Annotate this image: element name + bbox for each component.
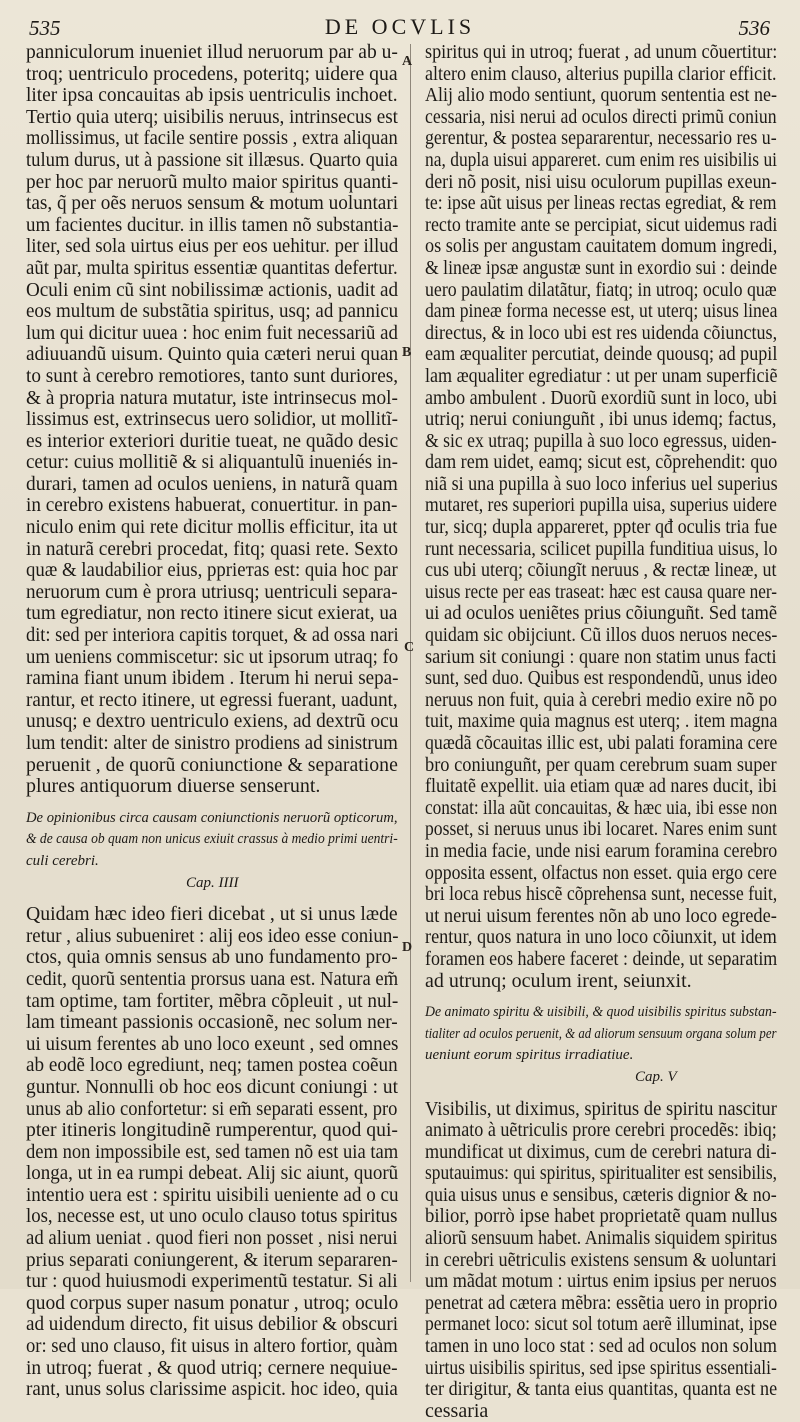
text-line: ad alium ueniat . quod fieri non posset , nisi nerui xyxy=(26,1227,398,1250)
text-line: ut nerui uisum ferentes nõn ab uno loco egrede- xyxy=(425,904,777,927)
text-line: & lineæ ipsæ angustæ sunt in exordio sui : deinde xyxy=(425,256,778,279)
text-line: Visibilis, ut diximus, spiritus de spiritu nascitur xyxy=(425,1097,777,1120)
text-line: utriq; nerui coniunguñt , ibi unus idemq; factus, xyxy=(425,408,777,431)
text-line: to sunt à cerebro remotiores, tanto sunt duriores, xyxy=(26,364,399,387)
text-line: rantur, et recto itinere, ut egressi fuerant, uadunt, xyxy=(26,688,398,711)
text-line: in utroq; fuerat , & quod utriq; cernere nequiue- xyxy=(26,1356,398,1379)
text-line: uisus recte per eas traseat: hæc est causa quare ner- xyxy=(425,580,778,603)
chapter-heading-line: & de causa ob quam non unicus exiuit crassus à medio primi uentri- xyxy=(26,831,398,848)
text-line: troq; uentriculo procedens, poteritq; uidere qua xyxy=(26,62,398,85)
text-line: cetur: cuius mollitiẽ & si aliquantulũ inueniés in- xyxy=(26,451,398,474)
text-line: tamen in uno loco stat : sed ad oculos non solum xyxy=(425,1335,777,1358)
text-line: prius separati coniungerent, & iterum separaren- xyxy=(26,1248,398,1271)
text-line: quæ & laudabilior eius, ppriетas est: quia hoc par xyxy=(26,559,398,582)
text-line: tur, sicq; dupla appareret, ppter qđ oculis tria fue xyxy=(425,516,778,539)
text-line: liter ipsa concauitas ab ipsis uentriculis inchoet. xyxy=(26,84,398,107)
text-line: lam æqualiter egrediatur : ut per unam superficiẽ xyxy=(425,364,778,387)
text-line: quod corpus super nasum ponatur , utroq; oculo xyxy=(26,1291,399,1314)
text-line: foramen eos habere faceret : deinde, ut separatim xyxy=(425,947,778,970)
text-line: dam rem uidet, eamq; sicut est, cõprehendit: quo xyxy=(425,451,778,474)
text-line: rant, unus solus clarissime aspicit. hoc ideo, quia xyxy=(26,1378,398,1401)
text-line: niã si una pupilla à suo loco inferius uel superius xyxy=(425,472,778,495)
text-line: quædã cõcauitas illic est, ubi palati foramina cere xyxy=(425,732,778,754)
running-head: DE OCVLIS xyxy=(324,14,476,39)
text-line: cessaria xyxy=(425,1399,489,1422)
text-line: os solis per angustam cauitatem domum ingredi, xyxy=(425,235,778,258)
margin-letter-c: C xyxy=(404,640,415,655)
text-line: um ueniens commiscetur: sic ut ipsorum utraq; fo xyxy=(26,645,399,668)
text-line: permanet loco: sicut sol totum aerẽ illuminat, ipse xyxy=(425,1313,777,1336)
text-line: animato à uẽtriculis prore cerebri procedẽs: ibiq; xyxy=(425,1119,777,1142)
text-line: tur : quod huiusmodi experimentũ testatur. Si ali xyxy=(26,1270,398,1293)
text-line: ui ad oculos ueniẽtes prius cõiunguñt. Sed tamẽ xyxy=(425,602,778,625)
text-line: neruorum cum è prora utriusq; uentriculi separa- xyxy=(26,580,398,603)
text-line: ter dirigitur, & tanta eius quantitas, quanta est ne xyxy=(425,1378,778,1401)
text-line: aliorũ sensuum habet. Animalis siquidem spiritus xyxy=(425,1227,778,1250)
text-line: tuit, maxime quia magnus est uterq; . item magna xyxy=(425,710,778,733)
text-line: ambo ambulent . Duorũ exordiũ sunt in loco, ubi xyxy=(425,386,778,409)
text-line: recto tramite ante se percipiat, sicut uidemus radi xyxy=(425,213,778,236)
text-line: cus ubi uterq; cõiungĩt neruus , & rectæ lineæ, ut xyxy=(425,559,777,582)
text-line: panniculorum inueniet illud neruorum par ab u- xyxy=(26,41,398,63)
text-line: peruenit , de quorũ coniunctione & separatione xyxy=(26,753,398,776)
text-line: deri nõ posit, nisi uisu oculorum pupillas exeun- xyxy=(425,170,777,193)
text-line: dam pineæ forma necesse est, ut uterq; uisus linea xyxy=(425,300,778,323)
text-line: aũt par, multa spiritus essentiæ quantitas defertur. xyxy=(26,256,398,279)
chapter-heading-line: De opinionibus circa causam coniunctionis neruorũ opticorum, xyxy=(26,809,398,826)
text-line: cessaria, nisi nerui ad oculos directi primũ coniun xyxy=(425,105,777,128)
text-line: unusq; e dextro uentriculo exiens, ad dextrũ ocu xyxy=(26,710,399,733)
text-line: tulum durus, ut à passione sit illæsus. Quarto quia xyxy=(26,148,398,171)
text-line: cedit, quorũ sententia prorsus uana est. Natura em̃ xyxy=(26,967,399,990)
text-line: spiritus qui in utroq; fuerat , ad unum cõuertitur: xyxy=(425,41,778,63)
right-text-column xyxy=(425,41,778,1422)
text-line: te: ipse aũt uisus per lineas rectas egrediat, & rem xyxy=(425,192,777,215)
text-line: quidam sic obijciunt. Cũ illos duos neruos neces- xyxy=(425,624,778,647)
text-line: Oculi enim cũ sint nobilissimæ actionis, uadit ad xyxy=(26,278,399,301)
text-line: uirtus uisibilis spiritus, sed ipse spiritus essentiali- xyxy=(425,1356,777,1379)
text-line: in media facie, unde nisi earum foramina cerebro xyxy=(425,839,778,862)
page-number-right: 536 xyxy=(738,16,770,40)
text-line: mutaret, res superiori pupilla uisa, superius uidere xyxy=(425,494,777,517)
text-line: penetrat ad cætera mẽbra: essẽtia uero in proprio xyxy=(425,1291,778,1314)
text-line: sunt, sed duo. Quibus est respondendũ, unus ideo xyxy=(425,667,778,690)
text-line: directus, & in loco ubi est res uidenda cõiunctus, xyxy=(425,321,778,344)
text-line: tas, q̃ per oẽs neruos sensum & motum uoluntari xyxy=(26,192,399,215)
text-line: um mãdat motum : uirtus enim ipsius per neruos xyxy=(425,1270,777,1293)
text-line: & à propria natura mutatur, iste intrinsecus mol- xyxy=(26,386,398,409)
text-line: Quidam hæc ideo fieri dicebat , ut si unus læde xyxy=(26,903,398,926)
chapter-number: Cap. IIII xyxy=(186,874,239,891)
text-line: quia uisus unus e sensibus, cæteris dignior & no- xyxy=(425,1183,777,1206)
text-line: tam optime, tam fortiter, mẽbra cõpleuit , ut nul- xyxy=(26,989,399,1012)
chapter-heading-line: ueniunt eorum spiritus irradiatiue. xyxy=(425,1047,634,1064)
text-line: in cerebro existens habuerat, conuertitur. in pan- xyxy=(26,494,398,517)
column-divider xyxy=(410,44,411,1282)
text-line: liter, sed sola uirtus eius per eos uehitur. per illud xyxy=(26,235,399,258)
text-line: lum qui dicitur uuea : hoc enim fuit necessariũ ad xyxy=(26,321,398,344)
text-line: sputauimus: qui spiritus, spiritualiter est sensibilis, xyxy=(425,1162,777,1185)
text-line: tum egrediatur, non recto itinere sicut exierat, ua xyxy=(26,602,398,625)
text-line: per hoc par neruorũ multo maior spiritus quanti- xyxy=(26,170,399,193)
text-line: rentur, quos natura in uno loco cõiunxit, ut idem xyxy=(425,926,777,949)
text-line: eos multum de substãtia spiritus, usq; ad pannicu xyxy=(26,300,399,323)
text-line: dem non impossibile est, sed tamen nõ est uia tam xyxy=(26,1140,399,1163)
text-line: altero enim clauso, alterius pupilla clarior efficit. xyxy=(425,62,777,85)
text-line: bri loca rebus hiscẽ cõprehensa sunt, necesse fuit, xyxy=(425,883,778,906)
text-line: los, necesse est, ut uno oculo clauso totus spiritus xyxy=(26,1205,398,1228)
text-line: posset, si neruus unus ibi locaret. Nares enim sunt xyxy=(425,818,777,841)
text-line: opposita essent, olfactus non esset. quia ergo cere xyxy=(425,861,777,884)
text-line: runt necessaria, scilicet pupilla funditiua uisus, lo xyxy=(425,537,778,560)
text-line: mundificat ut diximus, cum de cerebri natura di- xyxy=(425,1140,777,1163)
text-line: intentio uera est : spiritu uisibili ueniente ad o cu xyxy=(26,1183,399,1206)
left-text-column xyxy=(26,41,399,1401)
text-line: lam timeant passionis occasionẽ, nec solum ner- xyxy=(26,1011,398,1034)
text-line: ad uidendum directo, fit uisus debilior & obscuri xyxy=(26,1313,399,1336)
text-line: uero paulatim dilatãtur, fiatq; in utroq; oculo quæ xyxy=(425,278,777,301)
text-line: ramina fiant unum ibidem . Iterum hi nerui sepa- xyxy=(26,667,399,690)
margin-letter-b: B xyxy=(402,345,412,360)
text-line: pter itineris longitudinẽ rumperentur, quod qui- xyxy=(26,1119,398,1142)
section-gap xyxy=(425,992,777,1002)
text-line: fluitatẽ expellit. uia etiam quæ ad nares ducit, ibi xyxy=(425,775,777,798)
text-line: & sic ex utraq; pupilla à suo loco egressus, uiden- xyxy=(425,429,777,452)
text-line: bilior, porrò ipse habet proprietatẽ quam nullus xyxy=(425,1205,778,1228)
text-line: guntur. Nonnulli ob hoc eos dicunt coniungi : ut xyxy=(26,1075,398,1098)
text-line: ui uisum ferentes ab uno loco exeunt , sed omnes xyxy=(26,1032,399,1055)
chapter-heading-line: culi cerebri. xyxy=(26,852,99,869)
text-line: plures antiquorum diuerse senserunt. xyxy=(26,775,321,798)
chapter-heading-line: De animato spiritu & uisibili, & quod uisibilis spiritus substan- xyxy=(425,1004,777,1021)
text-line: niculo enim qui rete dicitur mollis efficitur, ita ut xyxy=(26,516,398,539)
chapter-number: Cap. V xyxy=(635,1068,677,1085)
text-line: dit: sed per interiora capitis torquet, & ad ossa nari xyxy=(26,624,399,647)
text-line: neruus non fuit, quia à cerebri medio exire nõ po xyxy=(425,688,778,711)
text-line: eam æqualiter percutiat, deinde quousq; ad pupil xyxy=(425,343,778,366)
text-line: retur , alius subueniret : alij eos ideo esse coniun- xyxy=(26,924,399,947)
text-line: or: sed uno clauso, fit uisus in altero fortior, quàm xyxy=(26,1335,398,1358)
text-line: adiuuandũ uisum. Quinto quia cæteri nerui quan xyxy=(26,343,399,366)
page-number-left: 535 xyxy=(29,16,61,40)
text-line: es interior exteriori duritie tueat, ne quãdo desic xyxy=(26,429,399,452)
text-line: lum tendit: alter de sinistro prodiens ad sinistrum xyxy=(26,732,398,754)
text-line: ad utrunq; oculum irent, seiunxit. xyxy=(425,969,692,992)
text-line: in naturã cerebri procedat, fitq; quasi rete. Sexto xyxy=(26,537,399,560)
text-line: Tertio quia uterq; uisibilis neruus, intrinsecus est xyxy=(26,105,398,128)
text-line: ab eodẽ loco egrediunt, neq; tamen postea coẽun xyxy=(26,1054,398,1077)
text-line: in cerebri uẽtriculis existens sensum & uoluntari xyxy=(425,1248,777,1271)
text-line: ctos, quia omnis sensus ab uno fundamento pro- xyxy=(26,946,398,969)
text-line: constat: illa aũt concauitas, & hæc uia, ibi esse non xyxy=(425,796,778,819)
section-gap xyxy=(26,798,398,808)
page-header xyxy=(0,14,800,44)
text-line: unus ab alio confortetur: si em̃ separati essent, pro xyxy=(26,1097,398,1120)
text-line: Alij alio modo sentiunt, quorum sententia est ne- xyxy=(425,84,777,107)
text-line: gerentur, & postea separarentur, necessario res u- xyxy=(425,127,777,150)
text-line: lissimus est, extrinsecus uero solidior, ut mollitĩ- xyxy=(26,408,399,431)
text-line: na, dupla uisui appareret. cum enim res uisibilis ui xyxy=(425,148,778,171)
text-line: um facientes ducitur. in illis tamen nõ substantia- xyxy=(26,213,399,236)
text-line: durari, tamen ad oculos ueniens, in naturã quam xyxy=(26,472,398,495)
chapter-heading-line: tialiter ad oculos peruenit, & ad aliorum sensuum organa solum per xyxy=(425,1025,777,1042)
text-line: longa, ut in ea rumpi debeat. Alij sic aiunt, quorũ xyxy=(26,1162,399,1185)
margin-letter-d: D xyxy=(402,940,413,955)
margin-letter-a: A xyxy=(402,54,413,69)
text-line: bro coniunguñt, per quam cerebrum suam super xyxy=(425,753,777,776)
text-line: sarium sit coniungi : quare non statim unus facti xyxy=(425,645,777,668)
text-line: mollissimus, ut facile sentire possis , extra aliquan xyxy=(26,127,398,150)
